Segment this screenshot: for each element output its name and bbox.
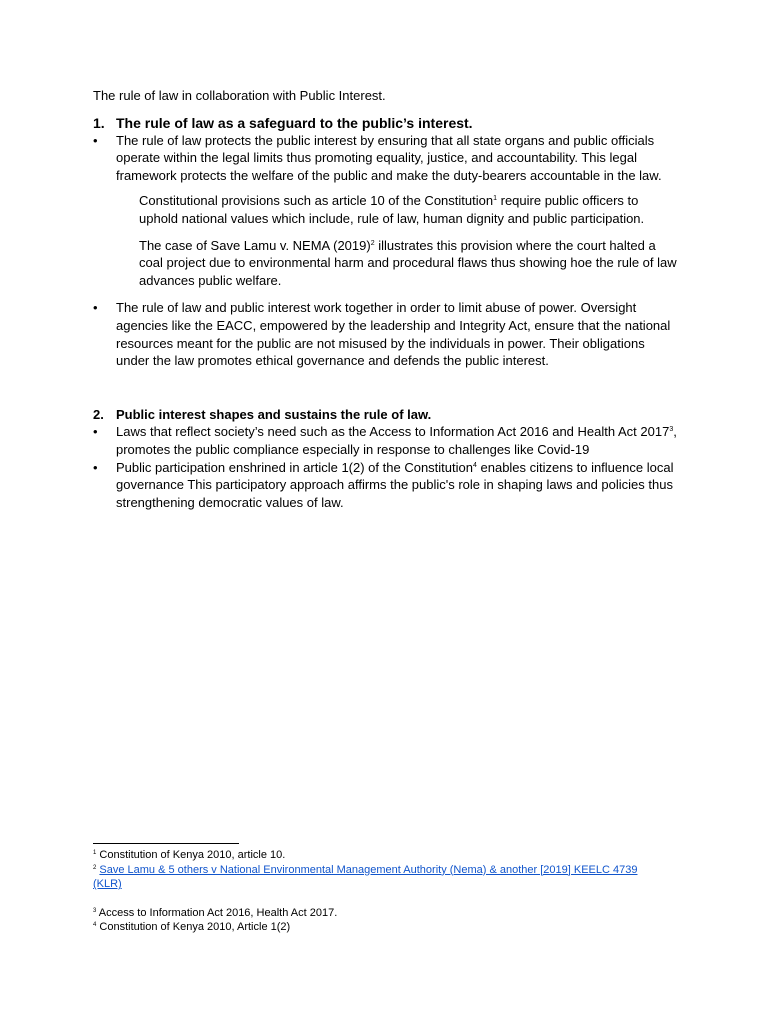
section-1-heading-text: The rule of law as a safeguard to the public’s interest.: [116, 114, 473, 131]
bullet-text-part: Laws that reflect society’s need such as the Access to Information Act 2016 and Health Act 2017: [116, 424, 670, 440]
bullet-icon: •: [93, 424, 98, 440]
footnote-number: 1: [93, 850, 97, 856]
section-2-heading-text: Public interest shapes and sustains the rule of law.: [116, 406, 432, 422]
bullet-text-part: , promotes the public compliance especially in response to challenges like Covid-19: [116, 424, 677, 457]
list-item: [93, 423, 678, 458]
footnote-text: Constitution of Kenya 2010, Article 1(2): [96, 921, 291, 934]
footnotes: [93, 843, 653, 935]
spacer: [93, 892, 653, 906]
bullet-text: The rule of law and public interest work together in order to limit abuse of power. Oversight agencies like the EACC, empowered by the leadership and Integrity Act, ensure that the national resources meant for the public are not misused by the individuals in power. Their obligations under the law promotes ethical governance and defends the public interest.: [116, 300, 671, 369]
bullet-text-part: enables citizens to influence local governance This participatory approach affirms the public's role in shaping laws and policies thus strengthening democratic values of law.: [116, 459, 674, 510]
sub-paragraph-text: Constitutional provisions such as article 10 of the Constitution: [139, 193, 494, 209]
footnote-divider: [93, 843, 239, 844]
section-1-heading: [93, 114, 678, 132]
footnote-number: 2: [93, 864, 97, 871]
spacer: [93, 289, 678, 299]
bullet-text: [116, 460, 673, 510]
bullet-icon: •: [93, 459, 98, 475]
footnote-ref[interactable]: 4: [472, 461, 477, 469]
bullet-text-part: Public participation enshrined in article 1(2) of the Constitution: [116, 459, 473, 475]
footnote-number: 3: [93, 907, 97, 914]
bullet-text: [116, 424, 677, 457]
footnote-1: [93, 848, 653, 863]
sub-paragraph-text: The case of Save Lamu v. NEMA (2019): [139, 237, 371, 253]
list-item: [93, 459, 678, 512]
sub-paragraph-text: illustrates this provision where the court halted a coal project due to environmental harm and procedural flaws thus showing hoe the rule of law advances public welfare.: [139, 237, 677, 288]
section-1-list: [93, 132, 678, 185]
section-2-number: 2.: [93, 406, 104, 422]
sub-paragraph-text: require public officers to uphold national values which include, rule of law, human dignity and public participation.: [139, 193, 645, 226]
footnote-ref[interactable]: 2: [370, 239, 375, 247]
bullet-text: The rule of law protects the public interest by ensuring that all state organs and public officials operate within the legal limits thus promoting equality, justice, and accountability. This legal framework protects the welfare of the public and make the duty-bearers accountable in the law.: [116, 132, 662, 183]
list-item: [93, 132, 678, 185]
footnote-2: [93, 863, 653, 892]
footnote-link[interactable]: Save Lamu & 5 others v National Environmental Management Authority (Nema) & another [2019] KEELC 4739 (KLR): [93, 863, 638, 891]
footnote-ref[interactable]: 1: [493, 195, 497, 203]
bullet-icon: •: [93, 300, 98, 316]
document-body: [93, 87, 678, 511]
footnote-number: 4: [93, 922, 97, 929]
sub-paragraph: [139, 237, 678, 290]
spacer: [93, 370, 678, 406]
footnote-ref[interactable]: 3: [669, 426, 674, 434]
footnote-4: [93, 920, 653, 935]
section-1-number: 1.: [93, 114, 105, 131]
bullet-icon: •: [93, 132, 98, 148]
sub-paragraph: [139, 192, 678, 227]
section-1-list-continued: [93, 299, 678, 369]
footnote-3: [93, 906, 653, 921]
footnote-text: Access to Information Act 2016, Health Act 2017.: [96, 906, 338, 919]
footnote-text: Constitution of Kenya 2010, article 10.: [96, 849, 286, 861]
section-2-list: [93, 423, 678, 511]
list-item: [93, 299, 678, 369]
section-2-heading: [93, 406, 678, 424]
document-title: The rule of law in collaboration with Public Interest.: [93, 88, 386, 103]
